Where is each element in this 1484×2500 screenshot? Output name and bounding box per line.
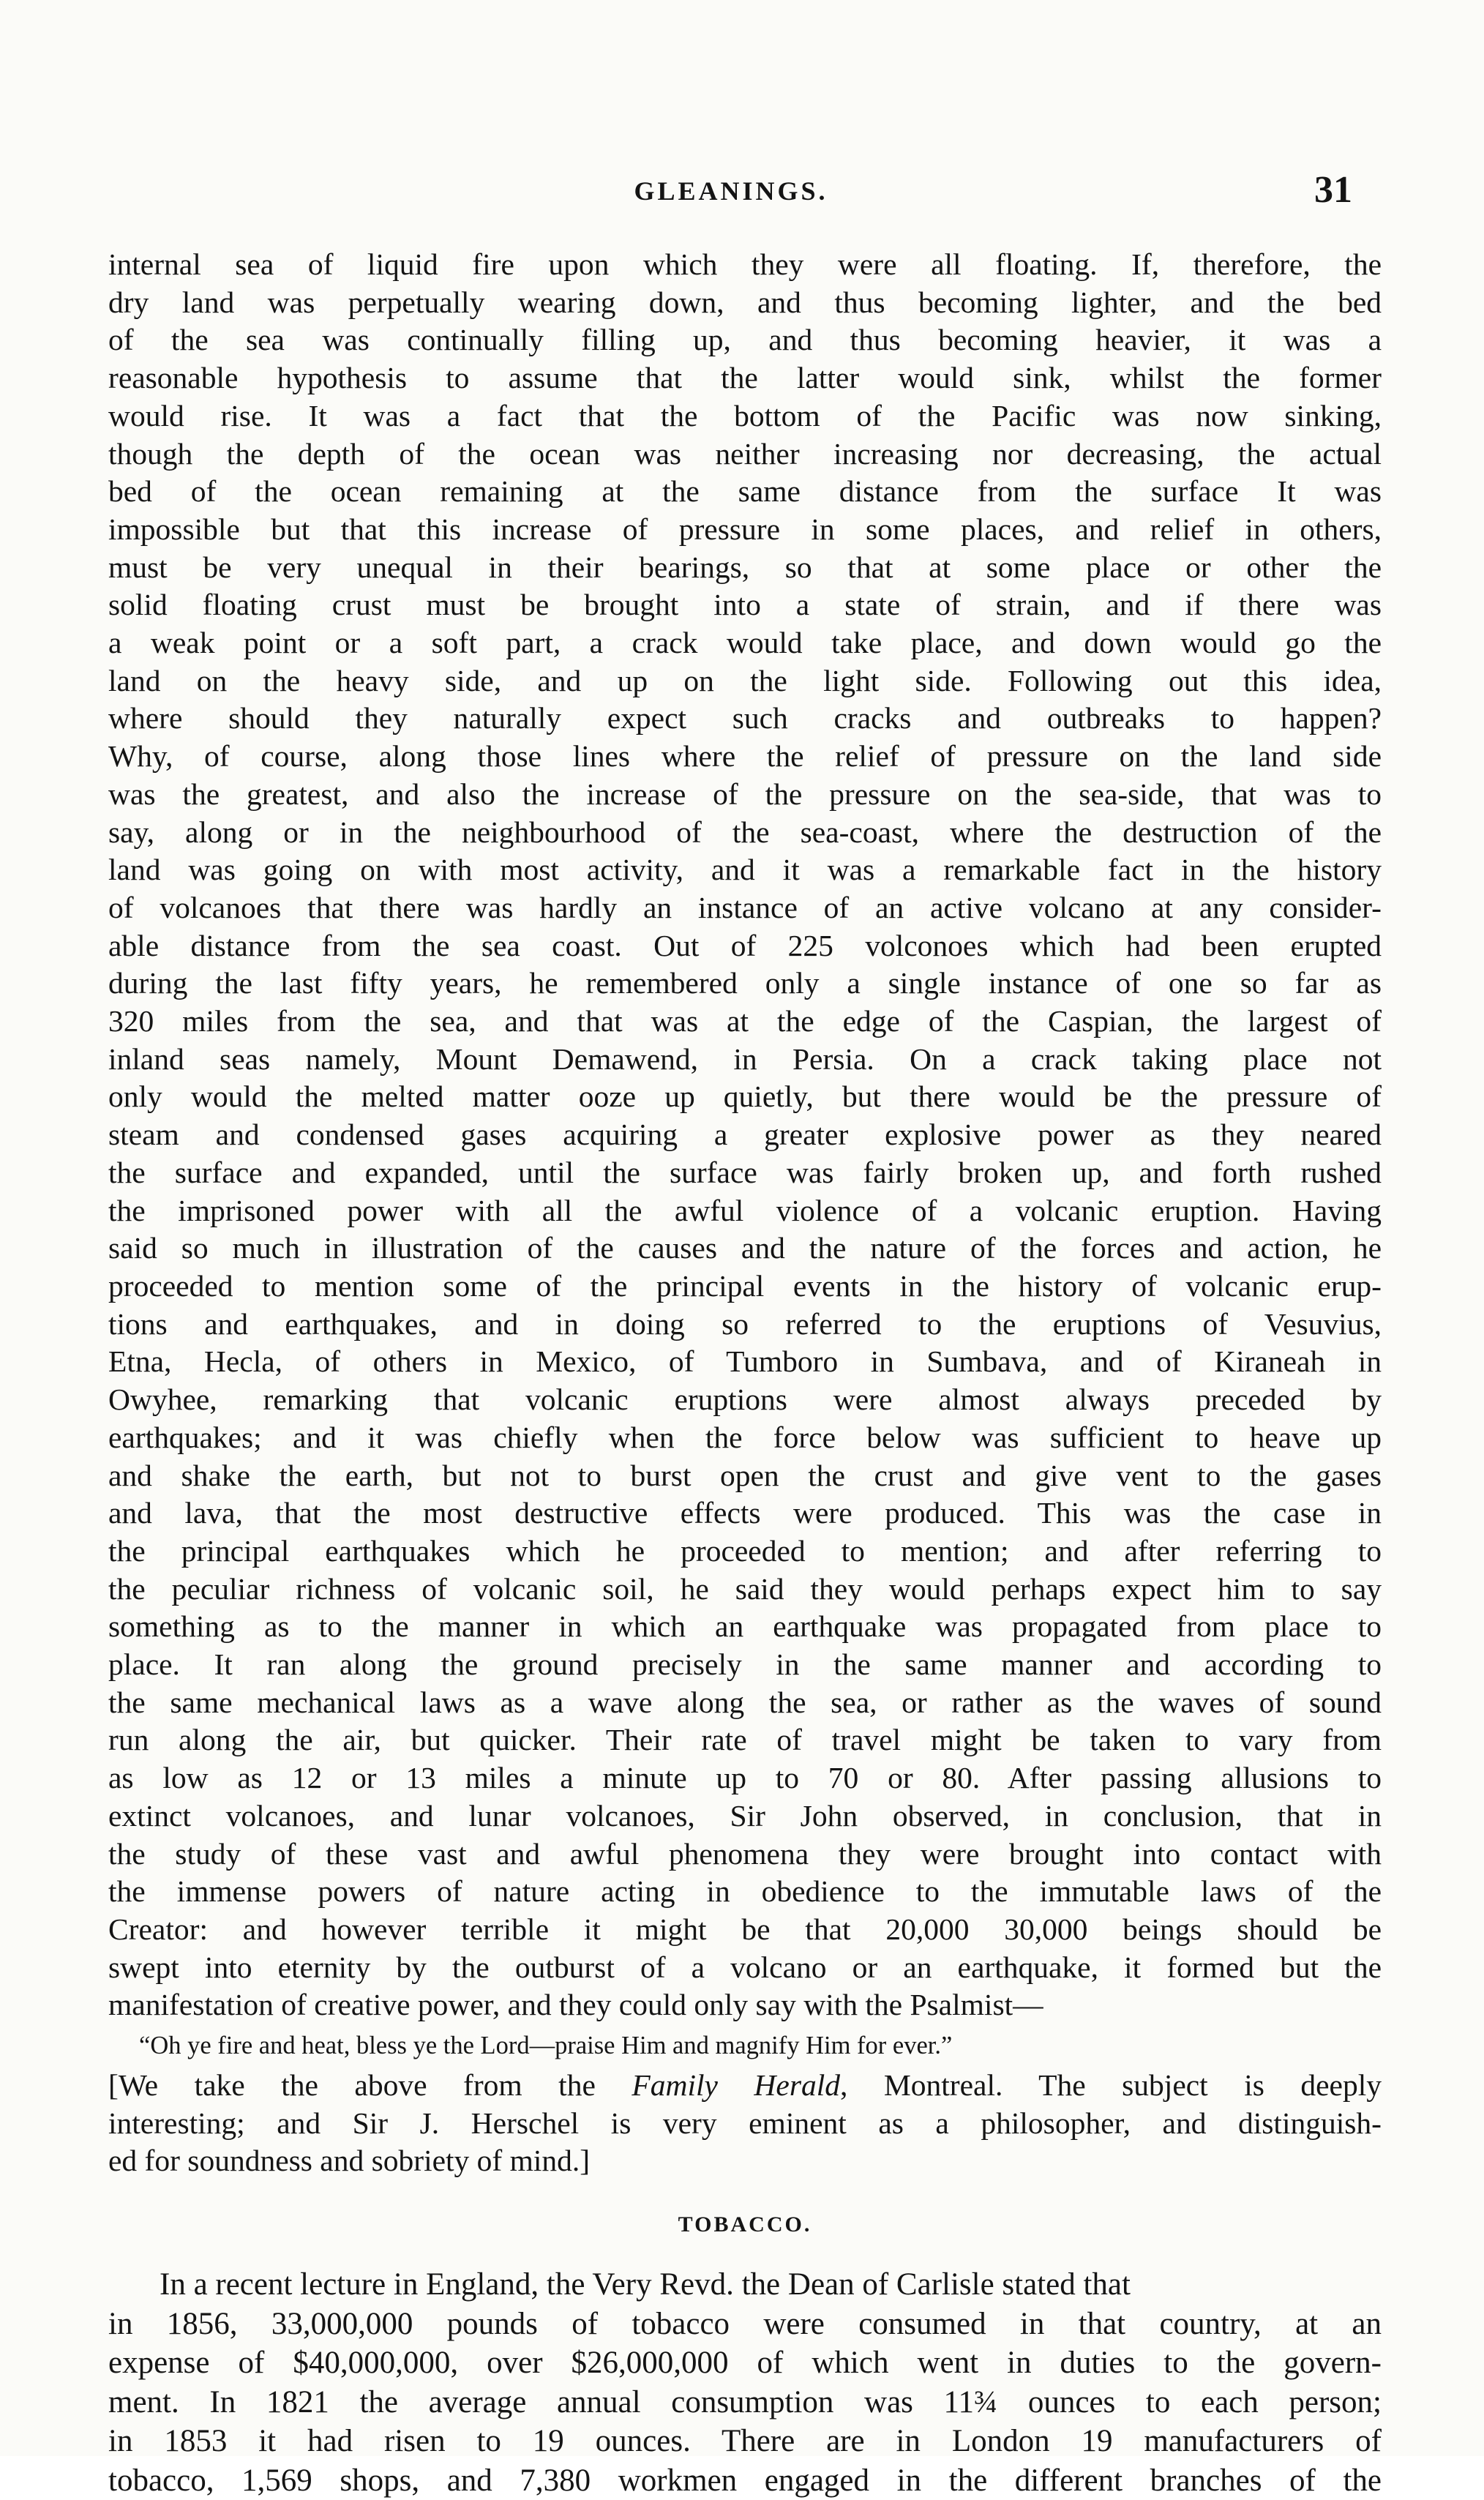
text-line: Etna, Hecla, of others in Mexico, of Tumboro in Sumbava, and of Kiraneah in (108, 1344, 1382, 1379)
text-line: proceeded to mention some of the principal events in the history of volcanic erup- (108, 1268, 1382, 1303)
text-line: run along the air, but quicker. Their rate of travel might be taken to vary from (108, 1723, 1382, 1757)
text-line: only would the melted matter ooze up quietly, but there would be the pressure of (108, 1079, 1382, 1114)
text-line: Creator: and however terrible it might be that 20,000 30,000 beings should be (108, 1912, 1382, 1946)
note-line (108, 2067, 1382, 2105)
text-line: would rise. It was a fact that the bottom of the Pacific was now sinking, (108, 398, 1382, 433)
text-line: the surface and expanded, until the surface was fairly broken up, and forth rushed (108, 1155, 1382, 1189)
text-line: steam and condensed gases acquiring a greater explosive power as they neared (108, 1118, 1382, 1152)
text-line: of the sea was continually filling up, and thus becoming heavier, it was a (108, 323, 1382, 357)
page-number: 31 (1314, 169, 1352, 211)
text-line: say, along or in the neighbourhood of the sea-coast, where the destruction of the (108, 815, 1382, 849)
article-continuation (108, 246, 1382, 2180)
text-line: tions and earthquakes, and in doing so referred to the eruptions of Vesuvius, (108, 1306, 1382, 1341)
psalm-quote: “Oh ye fire and heat, bless ye the Lord—praise Him and magnify Him for ever.” (139, 2032, 953, 2060)
text-line: in 1853 it had risen to 19 ounces. There are in London 19 manufacturers of (108, 2424, 1382, 2459)
text-line: during the last fifty years, he remembered only a single instance of one so far as (108, 966, 1382, 1000)
text-line: as low as 12 or 13 miles a minute up to 70 or 80. After passing allusions to (108, 1761, 1382, 1795)
text-line: able distance from the sea coast. Out of 225 volconoes which had been erupted (108, 928, 1382, 962)
text-line: extinct volcanoes, and lunar volcanoes, Sir John observed, in conclusion, that in (108, 1798, 1382, 1833)
text-line: must be very unequal in their bearings, so that at some place or other the (108, 550, 1382, 584)
text-line: where should they naturally expect such cracks and outbreaks to happen? (108, 701, 1382, 736)
tobacco-article (108, 2265, 1382, 2500)
text-line: In a recent lecture in England, the Very Revd. the Dean of Carlisle stated that (160, 2267, 1131, 2302)
text-line: dry land was perpetually wearing down, and thus becoming lighter, and the bed (108, 285, 1382, 319)
text-line: something as to the manner in which an earthquake was propagated from place to (108, 1609, 1382, 1644)
text-line: Why, of course, along those lines where the relief of pressure on the land side (108, 739, 1382, 774)
text-line: the immense powers of nature acting in obedience to the immutable laws of the (108, 1874, 1382, 1909)
note-line: interesting; and Sir J. Herschel is very eminent as a philosopher, and distinguish- (108, 2106, 1382, 2140)
text-line: the same mechanical laws as a wave along the sea, or rather as the waves of sound (108, 1685, 1382, 1719)
page-body (108, 246, 1382, 2500)
text-line: solid floating crust must be brought into a state of strain, and if there was (108, 588, 1382, 622)
text-line: the principal earthquakes which he proceeded to mention; and after referring to (108, 1533, 1382, 1568)
editorial-note (108, 2067, 1382, 2180)
text-line: land on the heavy side, and up on the light side. Following out this idea, (108, 663, 1382, 697)
text-line: manifestation of creative power, and they could only say with the Psalmist— (108, 1988, 1043, 2022)
text-line: reasonable hypothesis to assume that the latter would sink, whilst the former (108, 361, 1382, 395)
text-line: bed of the ocean remaining at the same distance from the surface It was (108, 474, 1382, 509)
note-rest: , Montreal. The subject is deeply (840, 2068, 1382, 2103)
note-line: ed for soundness and sobriety of mind.] (108, 2144, 591, 2178)
text-line: and lava, that the most destructive effects were produced. This was the case in (108, 1496, 1382, 1530)
section-title: TOBACCO. (678, 2212, 812, 2237)
text-line: of volcanoes that there was hardly an instance of an active volcano at any consider- (108, 890, 1382, 924)
text-line: expense of $40,000,000, over $26,000,000 of which went in duties to the govern- (108, 2346, 1382, 2381)
text-line: internal sea of liquid fire upon which they were all floating. If, therefore, the (108, 247, 1382, 281)
text-line: place. It ran along the ground precisely in the same manner and according to (108, 1647, 1382, 1682)
text-line: in 1856, 33,000,000 pounds of tobacco were consumed in that country, at an (108, 2306, 1382, 2341)
text-line: a weak point or a soft part, a crack would take place, and down would go the (108, 626, 1382, 660)
journal-name: Family Herald (632, 2068, 840, 2103)
text-line: was the greatest, and also the increase of the pressure on the sea-side, that was to (108, 776, 1382, 811)
running-title: GLEANINGS. (634, 176, 828, 206)
text-line: ment. In 1821 the average annual consumption was 11¾ ounces to each person; (108, 2384, 1382, 2419)
text-line: the imprisoned power with all the awful violence of a volcanic eruption. Having (108, 1193, 1382, 1227)
text-line: earthquakes; and it was chiefly when the force below was sufficient to heave up (108, 1420, 1382, 1454)
text-line: land was going on with most activity, and it was a remarkable fact in the history (108, 853, 1382, 887)
text-line: said so much in illustration of the causes and the nature of the forces and action, he (108, 1231, 1382, 1265)
running-head (110, 169, 1352, 220)
text-line: though the depth of the ocean was neither increasing nor decreasing, the actual (108, 436, 1382, 471)
text-line: impossible but that this increase of pressure in some places, and relief in others, (108, 512, 1382, 546)
text-line: tobacco, 1,569 shops, and 7,380 workmen engaged in the different branches of the (108, 2463, 1382, 2498)
note-lead: [We take the above from the (108, 2068, 632, 2103)
text-line: swept into eternity by the outburst of a volcano or an earthquake, it formed but the (108, 1950, 1382, 1984)
text-line: the peculiar richness of volcanic soil, he said they would perhaps expect him to say (108, 1571, 1382, 1606)
text-line: and shake the earth, but not to burst open the crust and give vent to the gases (108, 1458, 1382, 1492)
text-line: 320 miles from the sea, and that was at the edge of the Caspian, the largest of (108, 1004, 1382, 1038)
text-line: inland seas namely, Mount Demawend, in Persia. On a crack taking place not (108, 1041, 1382, 1076)
text-line: the study of these vast and awful phenomena they were brought into contact with (108, 1836, 1382, 1871)
text-line: Owyhee, remarking that volcanic eruptions were almost always preceded by (108, 1382, 1382, 1417)
